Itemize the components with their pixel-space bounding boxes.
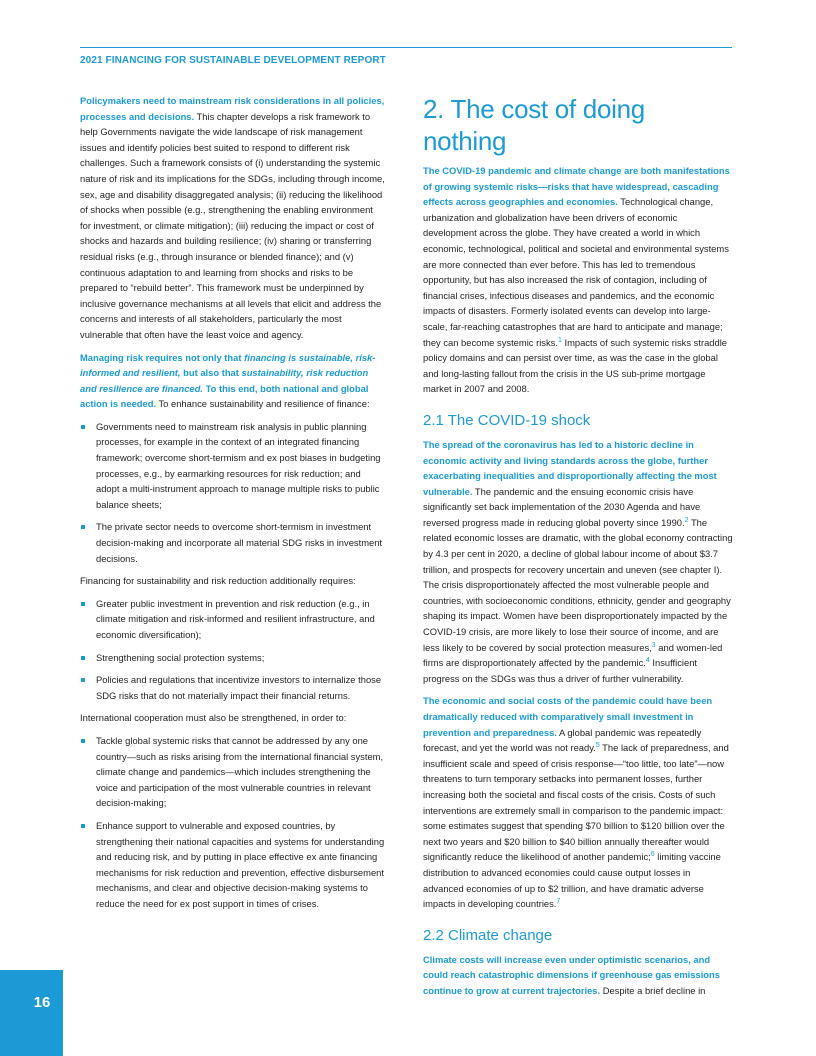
list-item: [80, 818, 386, 912]
footnote-ref[interactable]: 3: [651, 641, 656, 649]
body-text: This chapter develops a risk framework to help Governments navigate the wide landscape of risk management issues and identify policies best suited to respond to different risk challenges. Such a framework consists of (i) understanding the systemic nature of risk and its implications for the SDGs, including through income, sex, age and disability disaggregated analysis; (ii) reducing the likelihood of shocks when possible (e.g., strengthening the enabling environment for investment, or climate mitigation); (iii) reducing the impact or cost of shocks and hazards and building resilience; (iv) sharing or transferring residual risks (e.g., through insurance or blended finance); and (v) continuous adaptation to and learning from shocks and risks to be prepared to “rebuild better”. This framework must be underpinned by inclusive governance mechanisms at all levels that elicit and address the concerns and interests of all stakeholders, particularly the most vulnerable that often have the least voice and agency.: [80, 110, 385, 340]
lead-sentence: Policymakers need to mainstream risk considerations in all policies, processes and decisions.: [80, 95, 385, 122]
lead-part: Managing risk requires not only that: [80, 351, 245, 363]
footnote-ref[interactable]: 7: [556, 898, 561, 905]
list-item-text: Governments need to mainstream risk analysis in public planning processes, for example in the context of an integrated financing framework; overcome short-termism and ex post biases in budgeting processes, e.g., by earmarking resources for risk reduction; and adopt a multi-instrument approach to manage multiple risks to public balance sheets;: [96, 420, 381, 510]
list-item-text: Greater public investment in prevention and risk reduction (e.g., in climate mitigation and risk-informed and resilient infrastructure, and economic diversification);: [96, 597, 375, 640]
body-text: The lack of preparedness, and insufficient scale and speed of crisis response—“too little, too late”—now threatens to turn temporary setbacks into permanent losses, further increasing both the societal and fiscal costs of the crisis. Costs of such interventions are extremely small in comparison to the pandemic impact: some estimates suggest that spending $70 billion to $120 billion over the next two years and $20 billion to $40 billion annually thereafter would significantly reduce the likelihood of another pandemic;: [423, 742, 729, 863]
body-text: and women-led firms are disproportionately affected by the pandemic.: [423, 641, 723, 669]
body-text: limiting vaccine distribution to advanced economies could cause output losses in advanced economies of up to $2 trillion, and have dramatic adverse impacts in developing countries.: [423, 851, 721, 910]
lead-sentence: The COVID-19 pandemic and climate change are both manifestations of growing systemic risks—risks that have widespread, cascading effects across geographies and economies.: [423, 165, 730, 208]
footnote-ref[interactable]: 6: [650, 851, 655, 859]
bullet-list-cooperation: [80, 733, 386, 912]
body-text: The related economic losses are dramatic, with the global economy contracting by 4.3 per cent in 2020, a decline of global labour income of about $3.7 trillion, and prospects for recovery uncertain and uneven (see chapter I). The crisis disproportionately affected the most vulnerable people and countries, with socioeconomic conditions, ethnicity, gender and geography shaping its impact. Women have been disproportionately impacted by the COVID-19 crisis, are more likely to lose their source of income, and are less likely to be covered by social protection measures,: [423, 516, 733, 653]
page-number: 16: [33, 994, 51, 1011]
paragraph-climate-costs: [423, 952, 733, 999]
square-bullet-icon: [81, 525, 85, 529]
square-bullet-icon: [81, 602, 85, 606]
footnote-ref[interactable]: 5: [595, 742, 600, 750]
lead-part: To this end, both national and global action is needed.: [80, 382, 369, 410]
list-item-text: The private sector needs to overcome short-termism in investment decision-making and incorporate all material SDG risks in investment decisions.: [96, 521, 383, 564]
paragraph-international-cooperation: International cooperation must also be strengthened, in order to:: [80, 712, 347, 724]
list-item-text: Tackle global systemic risks that cannot be addressed by any one country—such as risks arising from the international financial system, climate change and pandemics—which includes strengthening the voice and participation of the most vulnerable countries in relevant decision-making;: [96, 734, 384, 809]
list-item: [80, 596, 386, 643]
body-text: Insufficient progress on the SDGs was thus a driver of further vulnerability.: [423, 657, 698, 684]
body-text: Despite a brief decline in: [600, 984, 706, 996]
square-bullet-icon: [81, 656, 85, 660]
list-item: [80, 419, 386, 513]
left-column: [80, 93, 386, 919]
square-bullet-icon: [81, 425, 85, 429]
square-bullet-icon: [81, 824, 85, 828]
bullet-list-requirements: [80, 596, 386, 704]
subsection-heading-covid: 2.1 The COVID-19 shock: [423, 411, 591, 429]
list-item: [80, 672, 386, 703]
header-rule: [80, 47, 732, 48]
list-item: [80, 650, 386, 666]
footnote-ref[interactable]: 2: [684, 516, 689, 524]
list-item: [80, 519, 386, 566]
footnote-ref[interactable]: 1: [557, 336, 562, 344]
paragraph-additional-requirements: Financing for sustainability and risk reduction additionally requires:: [80, 575, 356, 587]
paragraph-covid-decline: [423, 437, 733, 687]
section-heading: 2. The cost of doing nothing: [423, 94, 645, 156]
body-text: Technological change, urbanization and globalization have been drivers of economic development across the globe. They have created a world in which economic, technological, political and societal and environmental systems are more connected than ever before. This has led to tremendous opportunity, but has also increased the risk of contagion, including of financial crises, infectious diseases and pandemics, and the economic impacts of disasters. Formerly isolated events can develop into large-scale, far-reaching catastrophes that are hard to anticipate and manage; they can become systemic risks.: [423, 196, 729, 348]
subsection-heading-climate: 2.2 Climate change: [423, 926, 553, 944]
list-item-text: Strengthening social protection systems;: [96, 651, 265, 663]
list-item-text: Policies and regulations that incentivize investors to internalize those SDG risks that do not materially impact their financial returns.: [96, 674, 382, 701]
lead-emphasis: financing is sustainable, risk-informed and resilient,: [80, 351, 376, 379]
footnote-ref[interactable]: 4: [645, 657, 650, 665]
paragraph-systemic-risks: [423, 163, 733, 397]
square-bullet-icon: [81, 739, 85, 743]
bullet-list-sustainability: [80, 419, 386, 566]
right-column: [423, 93, 733, 1006]
lead-part: but also that: [180, 367, 242, 379]
body-text: To enhance sustainability and resilience of finance:: [156, 398, 370, 410]
running-header: 2021 FINANCING FOR SUSTAINABLE DEVELOPMENT REPORT: [80, 55, 386, 66]
paragraph-risk-framework: [80, 93, 386, 343]
lead-emphasis: sustainability, risk reduction and resilience are financed.: [80, 367, 369, 394]
lead-sentence: The spread of the coronavirus has led to a historic decline in economic activity and living standards across the globe, further exacerbating inequalities and disproportionally affecting the most vulnerable.: [423, 438, 717, 497]
paragraph-managing-risk: [80, 350, 386, 412]
lead-sentence: Climate costs will increase even under optimistic scenarios, and could reach catastrophic dimensions if greenhouse gas emissions continue to grow at current trajectories.: [423, 953, 720, 996]
body-text: Impacts of such systemic risks straddle policy domains and can persist over time, as was the case in the global and long-lasting fallout from the crisis in the US sub-prime mortgage market in 2007 and 2008.: [423, 336, 728, 395]
body-text: A global pandemic was repeatedly forecast, and yet the world was not ready.: [423, 726, 702, 754]
paragraph-pandemic-costs: [423, 693, 733, 911]
lead-sentence: The economic and social costs of the pandemic could have been dramatically reduced with comparatively small investment in prevention and preparedness.: [423, 695, 713, 738]
square-bullet-icon: [81, 678, 85, 682]
page-number-tab: [0, 970, 63, 1056]
list-item: [80, 733, 386, 811]
body-text: The pandemic and the ensuing economic crisis have significantly set back implementation of the 2030 Agenda and have reversed progress made in reducing global poverty since 1990.: [423, 485, 701, 528]
list-item-text: Enhance support to vulnerable and exposed countries, by strengthening their national capacities and systems for understanding and reducing risk, and by putting in place effective ex ante financing mechanisms for risk reduction and prevention, effective disbursement mechanisms, and clear and objective decision-making systems to reduce the need for ex post support in times of crises.: [96, 819, 385, 909]
